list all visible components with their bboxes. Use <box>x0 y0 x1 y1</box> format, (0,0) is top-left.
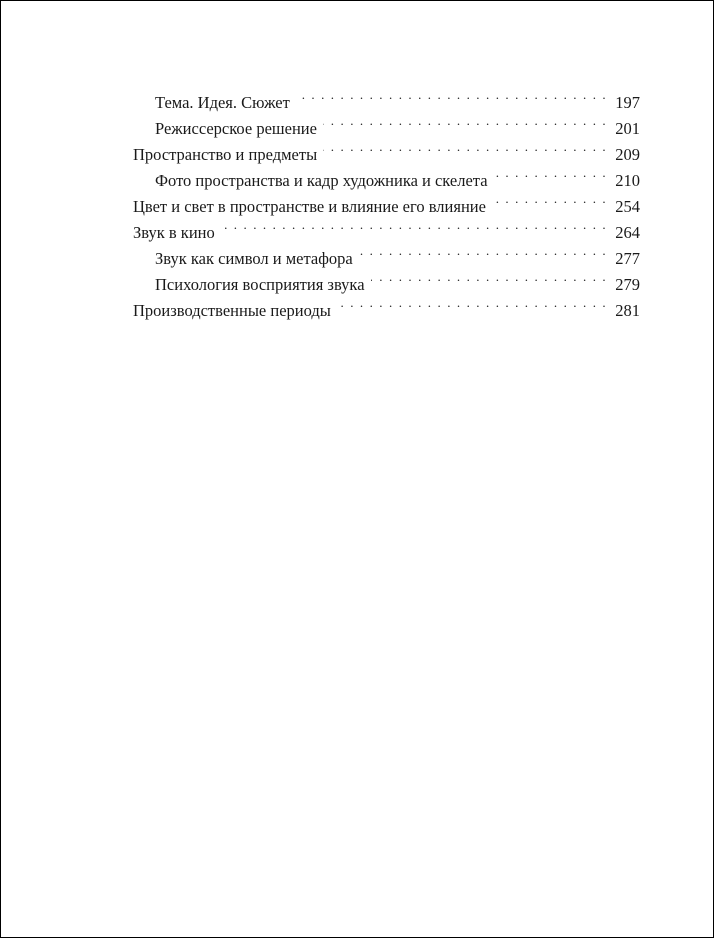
toc-entry-title: Производственные периоды <box>133 301 331 320</box>
toc-entry-title: Психология восприятия звука <box>155 275 365 294</box>
toc-dot-leader <box>492 186 607 212</box>
toc-dot-leader <box>323 134 607 160</box>
toc-page-number: 264 <box>615 223 640 242</box>
toc-page-number: 281 <box>615 301 640 320</box>
toc-dot-leader <box>337 290 607 316</box>
toc-page-number: 197 <box>615 93 640 112</box>
toc-page-number: 254 <box>615 197 640 216</box>
table-of-contents <box>133 82 640 320</box>
toc-entry-title: Пространство и предметы <box>133 145 318 164</box>
toc-dot-leader <box>371 264 608 290</box>
toc-page-number: 201 <box>615 119 640 138</box>
toc-dot-leader <box>296 82 607 108</box>
toc-dot-leader <box>323 108 607 134</box>
toc-entry-theme-idea-plot[interactable] <box>133 82 640 112</box>
toc-dot-leader <box>494 160 608 186</box>
toc-page-number: 279 <box>615 275 640 294</box>
toc-entry-title: Звук как символ и метафора <box>155 249 353 268</box>
toc-page-number: 277 <box>615 249 640 268</box>
toc-entry-title: Фото пространства и кадр художника и скелета <box>155 171 488 190</box>
toc-entry-title: Режиссерское решение <box>155 119 317 138</box>
toc-page-number: 210 <box>615 171 640 190</box>
toc-entry-title: Цвет и свет в пространстве и влияние его влияние <box>133 197 486 216</box>
toc-entry-title: Тема. Идея. Сюжет <box>155 93 290 112</box>
toc-entry-title: Звук в кино <box>133 223 215 242</box>
toc-dot-leader <box>221 212 608 238</box>
toc-dot-leader <box>359 238 607 264</box>
toc-page-number: 209 <box>615 145 640 164</box>
